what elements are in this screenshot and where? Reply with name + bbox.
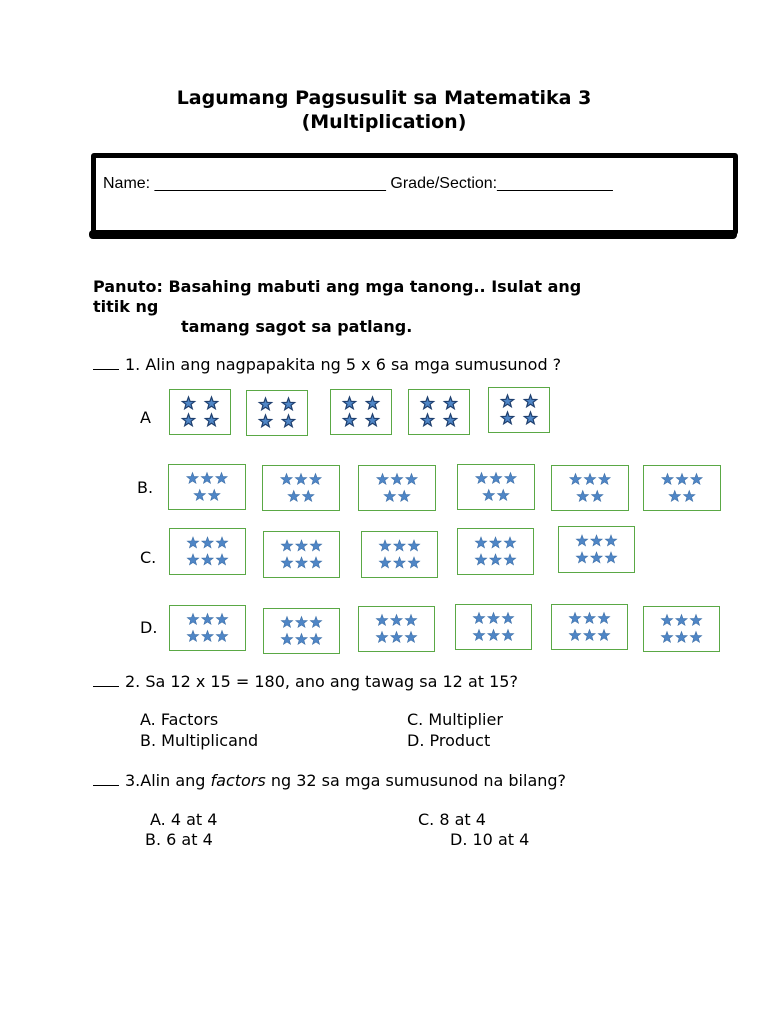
star-icon <box>259 415 271 427</box>
star-icon <box>310 617 321 628</box>
star-icon <box>281 474 292 485</box>
star-icon <box>502 630 513 641</box>
star-icon <box>505 473 516 484</box>
q2-choice-b: B. Multiplicand <box>140 731 259 750</box>
star-icon <box>182 397 194 409</box>
option-a-letter: A <box>140 408 151 427</box>
star-group-box <box>551 604 628 650</box>
star-icon <box>288 491 299 502</box>
star-icon <box>295 474 306 485</box>
star-group-box <box>358 465 436 511</box>
star-icon <box>405 615 416 626</box>
star-icon <box>490 473 501 484</box>
question-2 <box>93 672 518 691</box>
star-icon <box>376 615 387 626</box>
star-icon <box>599 474 610 485</box>
instructions-line2: titik ng <box>93 297 159 316</box>
option-d-letter: D. <box>140 618 158 637</box>
star-icon <box>501 395 513 407</box>
star-group-box <box>408 389 470 435</box>
star-group-box <box>457 528 534 575</box>
star-icon <box>202 554 213 565</box>
q2-choice-c: C. Multiplier <box>407 710 503 729</box>
info-box-shadow-bar <box>89 230 737 239</box>
star-icon <box>598 613 609 624</box>
question-3 <box>93 771 566 790</box>
star-icon <box>473 630 484 641</box>
star-icon <box>282 398 294 410</box>
star-group-box <box>551 465 629 511</box>
question-1 <box>93 355 561 374</box>
question-3-emphasis: factors <box>210 771 266 790</box>
star-icon <box>303 491 314 502</box>
star-icon <box>524 395 536 407</box>
star-group-box <box>169 605 246 651</box>
star-icon <box>598 630 609 641</box>
grade-section-field[interactable]: _____________ <box>497 175 613 192</box>
option-c-letter: C. <box>140 548 157 567</box>
star-icon <box>343 414 355 426</box>
star-icon <box>421 397 433 409</box>
star-icon <box>310 474 321 485</box>
star-icon <box>209 490 220 501</box>
instructions-line3: tamang sagot sa patlang. <box>181 317 413 336</box>
star-group-box <box>358 606 435 652</box>
star-icon <box>584 613 595 624</box>
star-icon <box>216 473 227 484</box>
star-icon <box>444 397 456 409</box>
star-icon <box>377 474 388 485</box>
star-group-box <box>455 604 532 650</box>
name-field[interactable]: __________________________ <box>154 175 386 192</box>
star-icon <box>591 552 602 563</box>
star-icon <box>310 634 321 645</box>
star-icon <box>281 634 292 645</box>
question-3-text-post: ng 32 sa mga sumusunod na bilang? <box>265 771 567 790</box>
star-icon <box>394 540 405 551</box>
star-group-box <box>169 389 231 435</box>
star-icon <box>391 615 402 626</box>
star-icon <box>391 474 402 485</box>
star-group-box <box>169 528 246 575</box>
grade-section-label: Grade/Section: <box>390 175 498 192</box>
star-icon <box>490 554 501 565</box>
q3-choice-d: D. 10 at 4 <box>450 830 530 849</box>
star-group-box <box>246 390 308 436</box>
star-icon <box>504 554 515 565</box>
student-info-box <box>91 153 738 235</box>
star-icon <box>187 473 198 484</box>
answer-blank-2[interactable] <box>93 672 119 687</box>
star-icon <box>592 491 603 502</box>
answer-blank-1[interactable] <box>93 355 119 370</box>
star-icon <box>576 552 587 563</box>
star-icon <box>504 537 515 548</box>
star-icon <box>490 537 501 548</box>
star-icon <box>476 473 487 484</box>
q3-choice-b: B. 6 at 4 <box>145 830 213 849</box>
star-icon <box>662 474 673 485</box>
star-icon <box>408 557 419 568</box>
star-icon <box>296 557 307 568</box>
star-icon <box>296 617 307 628</box>
star-group-box <box>643 465 721 511</box>
star-icon <box>405 632 416 643</box>
star-icon <box>661 615 672 626</box>
star-icon <box>259 398 271 410</box>
star-icon <box>690 632 701 643</box>
instructions-line1: Panuto: Basahing mabuti ang mga tanong.. Isulat ang <box>93 277 582 296</box>
star-icon <box>391 632 402 643</box>
star-icon <box>569 630 580 641</box>
star-icon <box>187 631 198 642</box>
star-icon <box>366 397 378 409</box>
star-icon <box>202 537 213 548</box>
star-icon <box>406 474 417 485</box>
star-icon <box>281 557 292 568</box>
star-icon <box>444 414 456 426</box>
star-icon <box>384 491 395 502</box>
star-icon <box>501 412 513 424</box>
star-icon <box>202 631 213 642</box>
star-icon <box>376 632 387 643</box>
star-icon <box>379 557 390 568</box>
star-icon <box>576 535 587 546</box>
star-icon <box>605 552 616 563</box>
star-icon <box>569 613 580 624</box>
star-icon <box>205 397 217 409</box>
star-icon <box>669 491 680 502</box>
star-group-box <box>263 608 340 654</box>
star-icon <box>524 412 536 424</box>
page-title: Lagumang Pagsusulit sa Matematika 3 <box>176 87 592 109</box>
star-icon <box>488 630 499 641</box>
option-b-letter: B. <box>137 478 154 497</box>
star-icon <box>399 491 410 502</box>
star-icon <box>182 414 194 426</box>
name-label: Name: <box>103 175 151 192</box>
star-icon <box>483 490 494 501</box>
star-icon <box>584 474 595 485</box>
star-icon <box>475 537 486 548</box>
star-icon <box>584 630 595 641</box>
star-icon <box>187 554 198 565</box>
star-group-box <box>263 531 340 578</box>
star-icon <box>205 414 217 426</box>
star-icon <box>281 540 292 551</box>
answer-blank-3[interactable] <box>93 771 119 786</box>
star-icon <box>216 631 227 642</box>
star-icon <box>366 414 378 426</box>
star-group-box <box>643 606 720 652</box>
star-icon <box>379 540 390 551</box>
star-icon <box>281 617 292 628</box>
star-icon <box>676 615 687 626</box>
q2-choice-a: A. Factors <box>140 710 219 729</box>
star-icon <box>194 490 205 501</box>
star-icon <box>691 474 702 485</box>
star-group-box <box>457 464 535 510</box>
star-icon <box>310 540 321 551</box>
star-icon <box>591 535 602 546</box>
star-icon <box>408 540 419 551</box>
star-icon <box>498 490 509 501</box>
star-icon <box>202 614 213 625</box>
star-group-box <box>168 464 246 510</box>
star-icon <box>201 473 212 484</box>
star-icon <box>690 615 701 626</box>
star-icon <box>676 474 687 485</box>
page-subtitle: (Multiplication) <box>301 111 467 133</box>
star-icon <box>488 613 499 624</box>
star-icon <box>187 537 198 548</box>
star-icon <box>661 632 672 643</box>
question-1-text: 1. Alin ang nagpapakita ng 5 x 6 sa mga sumusunod ? <box>125 355 562 374</box>
star-icon <box>282 415 294 427</box>
star-icon <box>605 535 616 546</box>
star-icon <box>216 614 227 625</box>
star-group-box <box>262 465 340 511</box>
star-icon <box>570 474 581 485</box>
star-group-box <box>361 531 438 578</box>
star-icon <box>475 554 486 565</box>
star-icon <box>577 491 588 502</box>
star-icon <box>684 491 695 502</box>
q3-choice-a: A. 4 at 4 <box>150 810 218 829</box>
q2-choice-d: D. Product <box>407 731 491 750</box>
student-info-line <box>103 175 613 193</box>
star-group-box <box>558 526 635 573</box>
question-2-text: 2. Sa 12 x 15 = 180, ano ang tawag sa 12 at 15? <box>125 672 518 691</box>
star-group-box <box>488 387 550 433</box>
star-icon <box>310 557 321 568</box>
q3-choice-c: C. 8 at 4 <box>418 810 486 829</box>
star-icon <box>216 537 227 548</box>
star-group-box <box>330 389 392 435</box>
star-icon <box>394 557 405 568</box>
star-icon <box>343 397 355 409</box>
star-icon <box>216 554 227 565</box>
star-icon <box>296 634 307 645</box>
star-icon <box>473 613 484 624</box>
star-icon <box>296 540 307 551</box>
star-icon <box>421 414 433 426</box>
star-icon <box>502 613 513 624</box>
question-3-text-pre: 3.Alin ang <box>125 771 211 790</box>
star-icon <box>187 614 198 625</box>
star-icon <box>676 632 687 643</box>
